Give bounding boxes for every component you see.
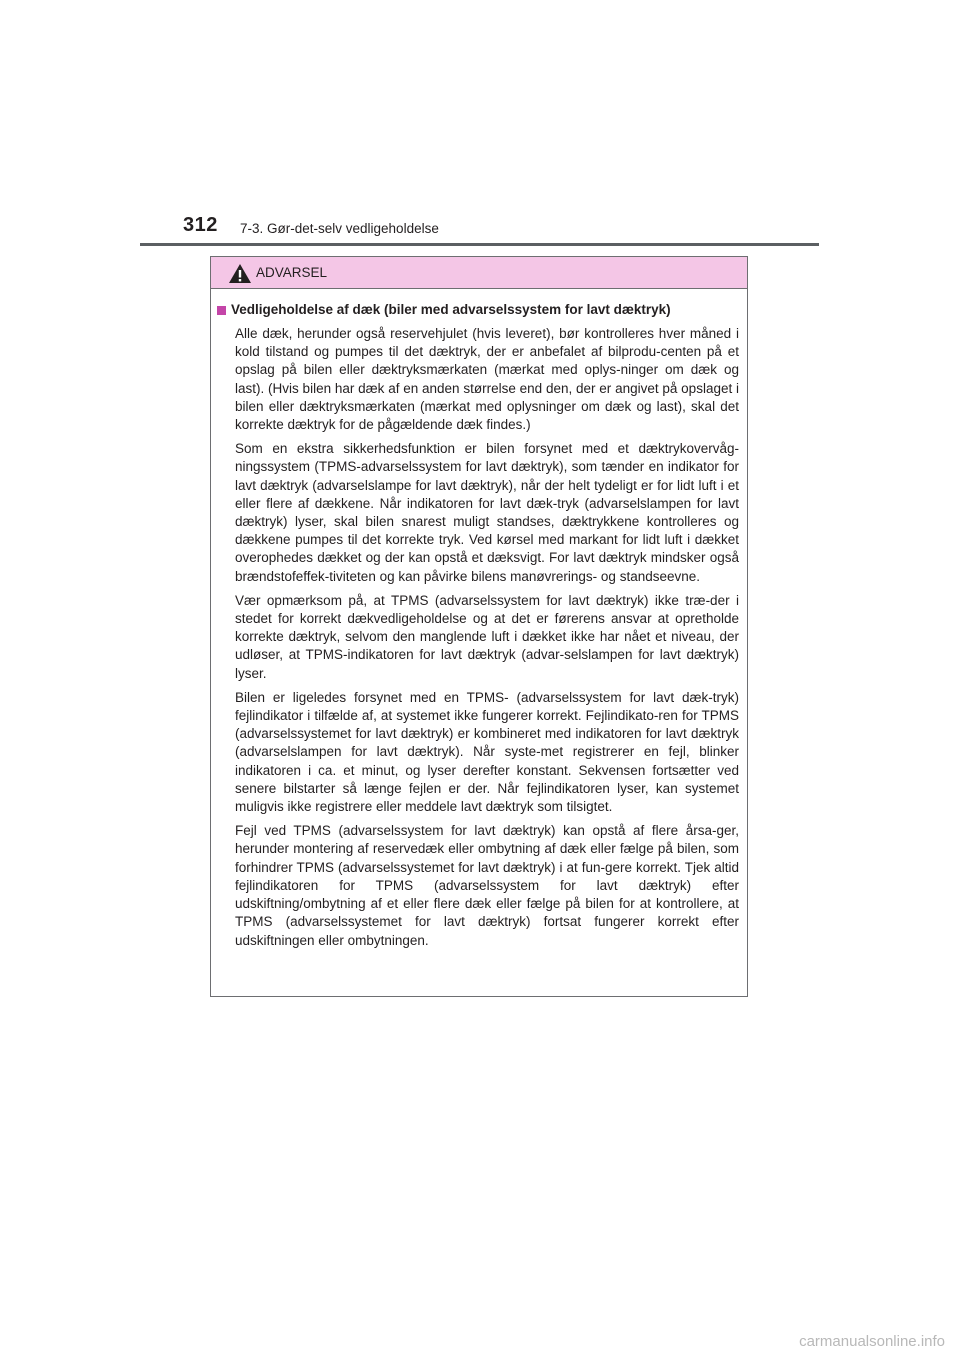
bullet-square-icon bbox=[217, 306, 226, 315]
paragraph-3: Vær opmærksom på, at TPMS (advarselssystem for lavt dæktryk) ikke træ-der i stedet for korrekt dækvedligeholdelse og at det er førerens ansvar at opretholde korrekte dæktryk, selvom den manglende luft i dækket ikke har nået et niveau, der udløser, at TPMS-indikatoren for lavt dæktryk (advar-selslampen for lavt dæktryk) lyser. bbox=[235, 592, 739, 681]
footer-watermark: carmanualsonline.info bbox=[799, 1333, 945, 1350]
warning-header bbox=[211, 257, 747, 289]
paragraph-4: Bilen er ligeledes forsynet med en TPMS- (advarselssystem for lavt dæk-tryk) fejlindikator i tilfælde af, at systemet ikke fungerer korrekt. Fejlindikato-ren for TPMS (advarselssystemet for lavt dæktryk) er kombineret med indikatoren for lavt dæktryk (advarselslampen for lavt dæktryk). Når syste-met registrerer en fejl, blinker indikatoren i ca. et minut, og lyser derefter konstant. Sekvensen fortsætter ved senere bilstarter så længe fejlen er der. Når fejlindikatoren lyser, kan systemet muligvis ikke registrere eller meddele lavt dæktryk som tilsigtet. bbox=[235, 689, 739, 815]
warning-heading-text: Vedligeholdelse af dæk (biler med advarselssystem for lavt dæktryk) bbox=[231, 302, 671, 317]
paragraph-1: Alle dæk, herunder også reservehjulet (hvis leveret), bør kontrolleres hver måned i kold tilstand og pumpes til det dæktryk, der er anbefalet af bilprodu-centen på et opslag på bilen eller dæktryksmærkaten (mærkat med oplys-ninger om dæk og last). (Hvis bilen har dæk af en anden størrelse end den, der er angivet på opslaget i bilen eller dæktryksmærkaten (mærkat med oplysninger om dæk og last), skal det korrekte dæktryk for de pågældende dæk findes.) bbox=[235, 326, 739, 433]
paragraph-2: Som en ekstra sikkerhedsfunktion er bilen forsynet med et dæktrykovervåg-ningssystem (TPMS-advarselssystem for lavt dæktryk), som tænder en indikator for lavt dæktryk (advarselslampe for lavt dæktryk), når der helt tydeligt er for lidt luft i et eller flere af dækkene. Når indikatoren for lavt dæk-tryk (advarselslampen for lavt dæktryk) lyser, skal bilen snarest muligt standses, dæktrykkene kontrolleres og dækkene pumpes til det korrekte tryk. Ved kørsel med markant for lidt luft i dækket overophedes dækket og der kan opstå et dæksvigt. For lavt dæktryk mindsker også brændstofeffek-tiviteten og kan påvirke bilens manøvrerings- og standseevne. bbox=[235, 441, 739, 584]
page-number: 312 bbox=[183, 214, 218, 236]
warning-label: ADVARSEL bbox=[256, 265, 328, 280]
warning-heading bbox=[217, 301, 739, 319]
paragraph-5: Fejl ved TPMS (advarselssystem for lavt dæktryk) kan opstå af flere årsa-ger, herunder montering af reservedæk eller ombytning af dæk eller fælge på bilen, som forhindrer TPMS (advarselssystemet for lavt dæktryk) i at fun-gere korrekt. Tjek altid fejlindikatoren for TPMS (advarselssystem for lavt dæktryk) efter udskiftning/ombytning af et eller flere dæk eller fælge på bilen for at kontrollere, at TPMS (advarselssystemet for lavt dæktryk) fortsat fungerer korrekt efter udskiftningen eller ombytningen. bbox=[235, 823, 739, 948]
warning-box bbox=[210, 256, 748, 997]
section-title: 7-3. Gør-det-selv vedligeholdelse bbox=[240, 221, 439, 236]
header-rule bbox=[140, 243, 819, 246]
warning-body bbox=[211, 289, 747, 950]
warning-triangle-icon bbox=[228, 263, 252, 284]
